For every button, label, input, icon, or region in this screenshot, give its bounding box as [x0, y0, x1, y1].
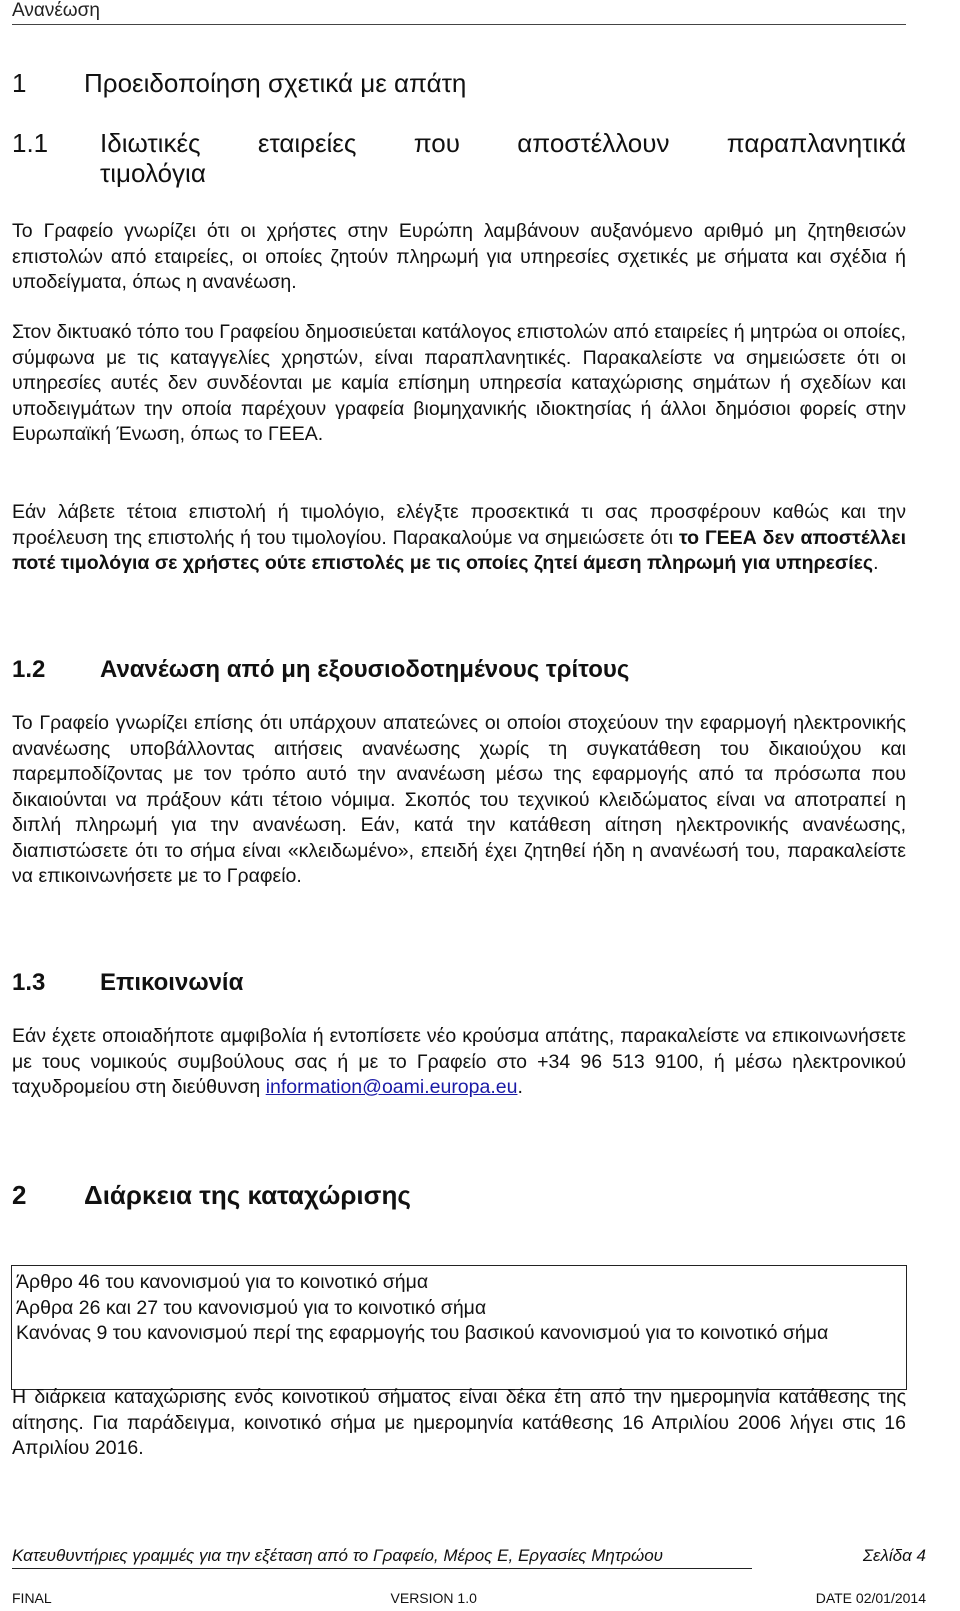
subsection-1-2-title: Ανανέωση από μη εξουσιοδοτημένους τρίτους — [100, 656, 630, 683]
footer-meta — [12, 1590, 926, 1606]
subsection-1-1-title-line2: τιμολόγια — [100, 158, 206, 188]
footer-status: FINAL — [12, 1590, 52, 1606]
paragraph-1-1-c-bold: το ΓΕΕΑ δεν αποστέλλει ποτέ τιμολόγια σε χρήστες ούτε επιστολές με τις οποίες ζητεί άμεση πληρωμή για υπηρεσίες — [12, 526, 907, 574]
subsection-1-1-title-line1: Ιδιωτικές εταιρείες που αποστέλλουν παραπλανητικά — [100, 128, 906, 158]
running-header-title: Ανανέωση — [12, 0, 100, 21]
paragraph-1-3-text: Εάν έχετε οποιαδήποτε αμφιβολία ή εντοπίσετε νέο κρούσμα απάτης, παρακαλείστε να επικοινωνήσετε με τους νομικούς συμβούλους σας ή με το Γραφείο στο +34 96 513 9100, ή μέσω ηλεκτρονικού ταχυδρομείου στη διεύθυνση — [12, 1025, 906, 1098]
paragraph-1-1-c-text: Εάν λάβετε τέτοια επιστολή ή τιμολόγιο, ελέγξτε προσεκτικά τι σας προσφέρουν καθώς και την προέλευση της επιστολής ή του τιμολογίου. Παρακαλούμε να σημειώσετε ότι — [12, 501, 906, 549]
paragraph-1-1-a: Το Γραφείο γνωρίζει ότι οι χρήστες στην Ευρώπη λαμβάνουν αυξανόμενο αριθμό μη ζητηθεισών επιστολών από εταιρείες, οι οποίες ζητούν πληρωμή για υπηρεσίες σχετικές με σήματα και σχέδια ή υποδείγματα, όπως η ανανέωση. — [12, 220, 906, 293]
subsection-1-2-heading — [12, 656, 629, 684]
paragraph-1-1-c-end: . — [873, 552, 879, 574]
legal-references-box — [11, 1265, 907, 1390]
subsection-1-1-number: 1.1 — [12, 128, 49, 158]
section-1-number: 1 — [12, 68, 27, 98]
subsection-1-1-heading — [12, 128, 906, 188]
footer-guidelines-title: Κατευθυντήριες γραμμές για την εξέταση από το Γραφείο, Μέρος Ε, Εργασίες Μητρώου — [12, 1546, 663, 1565]
paragraph-1-3-end: . — [517, 1076, 523, 1098]
header-rule — [12, 24, 906, 25]
section-1-title: Προειδοποίηση σχετικά με απάτη — [84, 68, 467, 98]
paragraph-1-2: Το Γραφείο γνωρίζει επίσης ότι υπάρχουν απατεώνες οι οποίοι στοχεύουν την εφαρμογή ηλεκτρονικής ανανέωσης υποβάλλοντας αιτήσεις ανανέωσης χωρίς τη συγκατάθεση του δικαιούχου και παρεμποδίζοντας με τον τρόπο αυτό την ανανέωση μέσω της εφαρμογής από τα πρόσωπα που δικαιούνται να πράξουν κάτι τέτοιο νόμιμα. Σκοπός του τεχνικού κλειδώματος είναι να αποτραπεί η διπλή πληρωμή για την ανανέωση. Εάν, κατά την κατάθεση αίτηση ηλεκτρονικής ανανέωσης, διαπιστώσετε ότι το σήμα είναι «κλειδωμένο», επειδή έχει ζητηθεί ήδη η ανανέωσή του, παρακαλείστε να επικοινωνήσετε με το Γραφείο. — [12, 712, 906, 887]
legal-reference-line: Κανόνας 9 του κανονισμού περί της εφαρμογής του βασικού κανονισμού για το κοινοτικό σήμα — [16, 1322, 829, 1344]
subsection-1-2-number: 1.2 — [12, 656, 46, 683]
paragraph-2: Η διάρκεια καταχώρισης ενός κοινοτικού σήματος είναι δέκα έτη από την ημερομηνία κατάθεσης της αίτησης. Για παράδειγμα, κοινοτικό σήμα με ημερομηνία κατάθεσης 16 Απριλίου 2006 λήγει στις 16 Απριλίου 2016. — [12, 1386, 906, 1459]
section-2-heading — [12, 1180, 411, 1211]
subsection-1-3-heading — [12, 969, 243, 997]
paragraph-1-1-b: Στον δικτυακό τόπο του Γραφείου δημοσιεύεται κατάλογος επιστολών από εταιρείες ή μητρώα οι οποίες, σύμφωνα με τις καταγγελίες χρηστών, είναι παραπλανητικές. Παρακαλείστε να σημειώσετε ότι οι υπηρεσίες αυτές δεν συνδέονται με καμία επίσημη υπηρεσία καταχώρισης σημάτων ή σχεδίων και υποδειγμάτων την οποία παρέχουν γραφεία βιομηχανικής ιδιοκτησίας ή άλλοι δημόσιοι φορείς στην Ευρωπαϊκή Ένωση, όπως το ΓΕΕΑ. — [12, 321, 906, 445]
footer-page-number: Σελίδα 4 — [862, 1546, 926, 1565]
footer-version: VERSION 1.0 — [390, 1590, 477, 1606]
footer-date: DATE 02/01/2014 — [815, 1590, 926, 1606]
legal-reference-line: Άρθρα 26 και 27 του κανονισμού για το κοινοτικό σήμα — [16, 1296, 487, 1319]
subsection-1-3-title: Επικοινωνία — [100, 969, 244, 996]
footer-rule — [12, 1568, 752, 1569]
paragraph-1-1-c — [12, 500, 906, 577]
subsection-1-3-number: 1.3 — [12, 969, 46, 996]
page-footer — [12, 1546, 926, 1566]
paragraph-1-3 — [12, 1024, 906, 1101]
legal-reference-line: Άρθρο 46 του κανονισμού για το κοινοτικό σήμα — [16, 1271, 429, 1293]
section-2-title: Διάρκεια της καταχώρισης — [84, 1180, 411, 1210]
section-2-number: 2 — [12, 1180, 27, 1210]
section-1-heading — [12, 68, 466, 99]
contact-email-link[interactable]: information@oami.europa.eu — [265, 1076, 518, 1098]
